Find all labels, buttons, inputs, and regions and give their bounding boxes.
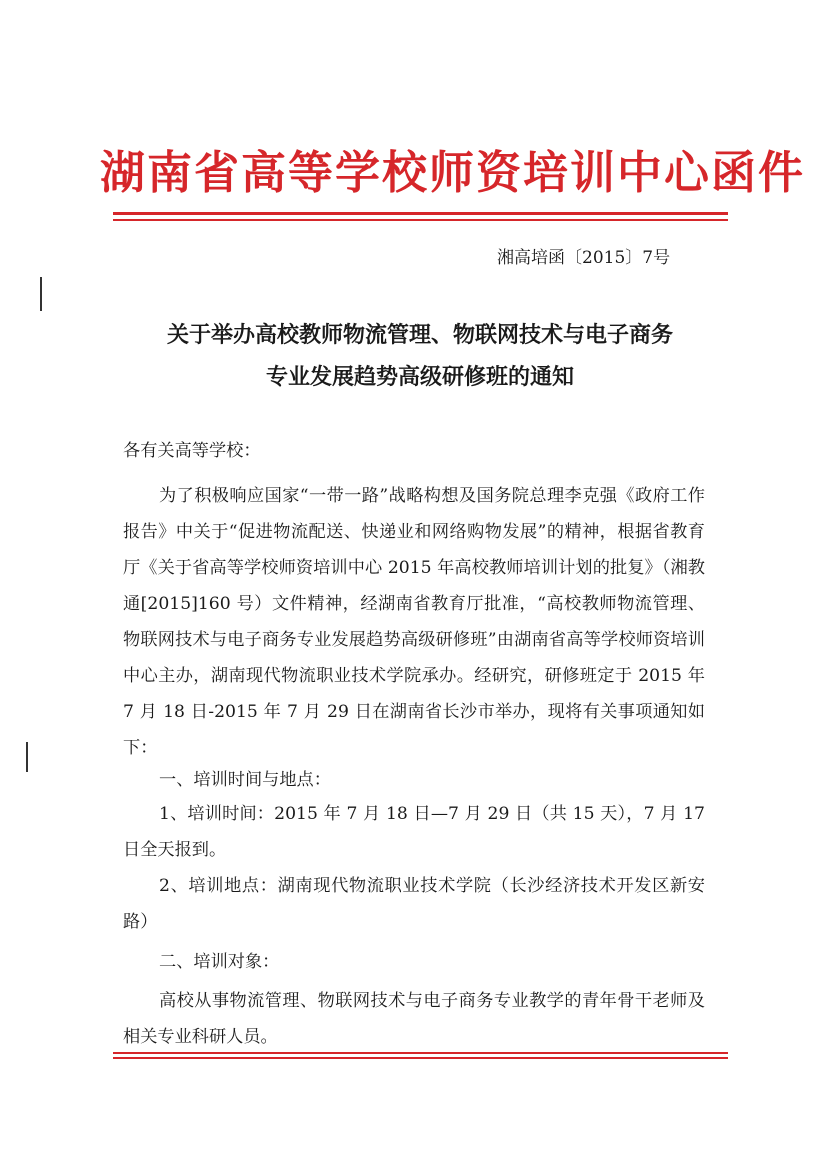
body-paragraph: 为了积极响应国家“一带一路”战略构想及国务院总理李克强《政府工作报告》中关于“促进物流配送、快递业和网络购物发展”的精神，根据省教育厅《关于省高等学校师资培训中心 2015 年高校教师培训计划的批复》（湘教通[2015]160 号）文件精神，经湖南省教育厅批准，“高校教师物流管理、物联网技术与电子商务专业发展趋势高级研修班”由湖南省高等学校师资培训中心主办，湖南现代物流职业技术学院承办。经研究，研修班定于 2015 年 7 月 18 日-2015 年 7 月 29 日在湖南省长沙市举办，现将有关事项通知如下： (123, 486, 705, 758)
section-1-heading: 一、培训时间与地点： (159, 770, 331, 790)
scan-mark (26, 742, 28, 772)
footer-rule (113, 1052, 728, 1054)
letterhead-title: 湖南省高等学校师资培训中心函件 (100, 146, 806, 199)
section-2-text: 高校从事物流管理、物联网技术与电子商务专业教学的青年骨干老师及相关专业科研人员。 (123, 991, 705, 1047)
document-number: 湘高培函〔2015〕7号 (497, 248, 671, 268)
letterhead-rule (113, 219, 728, 221)
notice-title-line-1: 关于举办高校教师物流管理、物联网技术与电子商务 (166, 322, 673, 348)
scan-mark (40, 277, 42, 311)
letterhead-rule (113, 212, 728, 215)
section-1-item-1: 1、培训时间：2015 年 7 月 18 日—7 月 29 日（共 15 天），7 月 17 日全天报到。 (123, 804, 705, 860)
footer-rule (113, 1057, 728, 1059)
notice-title-line-2: 专业发展趋势高级研修班的通知 (265, 364, 574, 390)
greeting: 各有关高等学校： (123, 441, 261, 461)
section-2-heading: 二、培训对象： (159, 952, 280, 972)
section-1-item-2: 2、培训地点：湖南现代物流职业技术学院（长沙经济技术开发区新安路） (123, 876, 705, 932)
